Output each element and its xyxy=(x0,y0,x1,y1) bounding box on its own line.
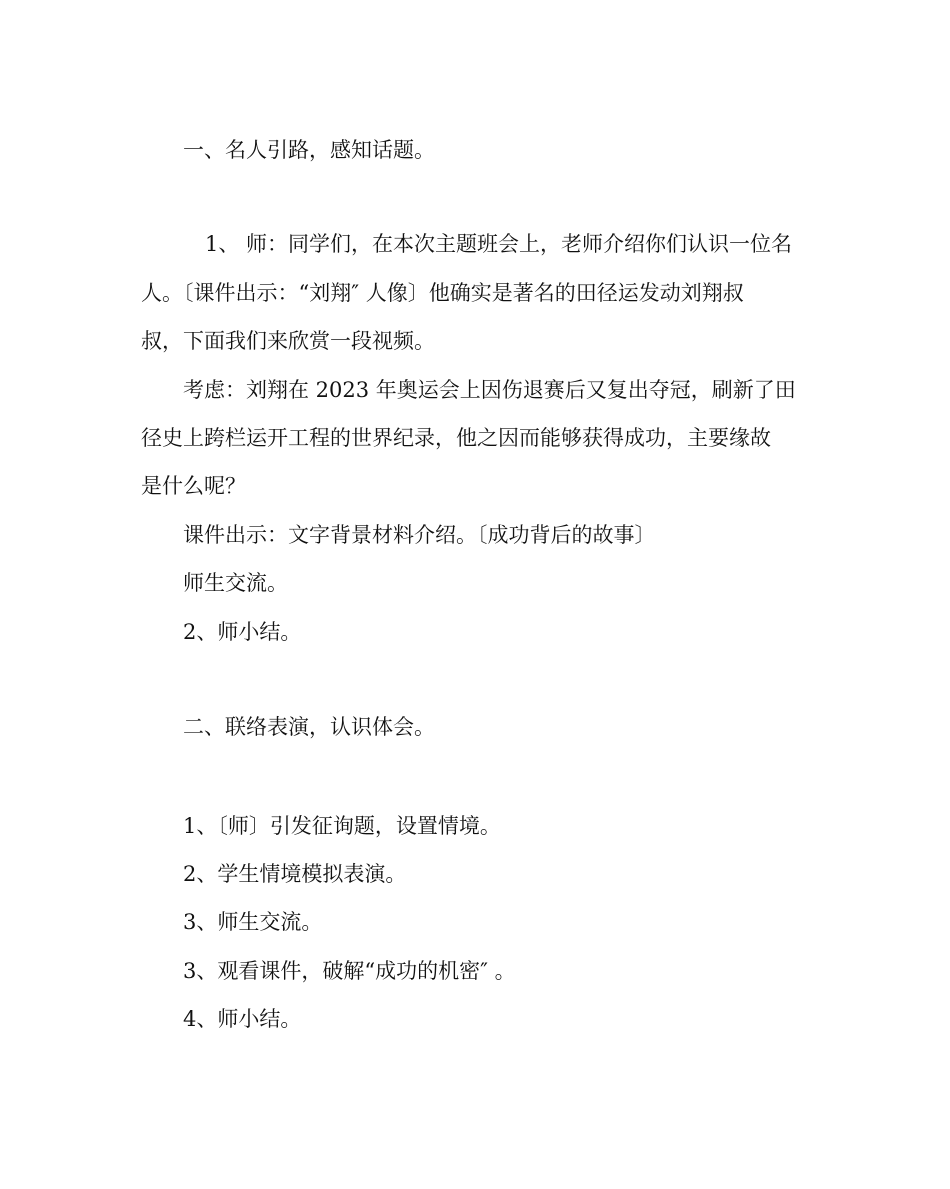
section-2-item-1: 1、〔师〕引发征询题，设置情境。 xyxy=(183,814,501,838)
section-2-item-5: 4、师小结。 xyxy=(183,1007,302,1031)
section-1-heading: 一、名人引路，感知话题。 xyxy=(183,138,435,162)
paragraph-item-1-line-3: 叔，下面我们来欣赏一段视频。 xyxy=(141,329,435,353)
paragraph-item-1-line-1: 1、 师：同学们，在本次主题班会上，老师介绍你们认识一位名 xyxy=(205,232,793,256)
paragraph-item-1-line-2: 人。〔课件出示：“刘翔″ 人像〕他确实是著名的田径运发动刘翔叔 xyxy=(141,281,744,305)
section-2-item-4: 3、观看课件，破解“成功的机密″ 。 xyxy=(183,959,516,983)
paragraph-courseware: 课件出示：文字背景材料介绍。〔成功背后的故事〕 xyxy=(183,523,656,547)
paragraph-exchange: 师生交流。 xyxy=(183,571,288,595)
paragraph-think-line-2: 径史上跨栏运开工程的世界纪录，他之因而能够获得成功，主要缘故 xyxy=(141,426,771,450)
paragraph-item-2: 2、师小结。 xyxy=(183,620,302,644)
section-2-item-2: 2、学生情境模拟表演。 xyxy=(183,862,407,886)
section-2-heading: 二、联络表演，认识体会。 xyxy=(183,715,435,739)
paragraph-think-line-3: 是什么呢？ xyxy=(141,474,246,498)
section-2-item-3: 3、师生交流。 xyxy=(183,910,323,934)
paragraph-think-line-1: 考虑：刘翔在 2023 年奥运会上因伤退赛后又复出夺冠，刷新了田 xyxy=(183,378,796,402)
